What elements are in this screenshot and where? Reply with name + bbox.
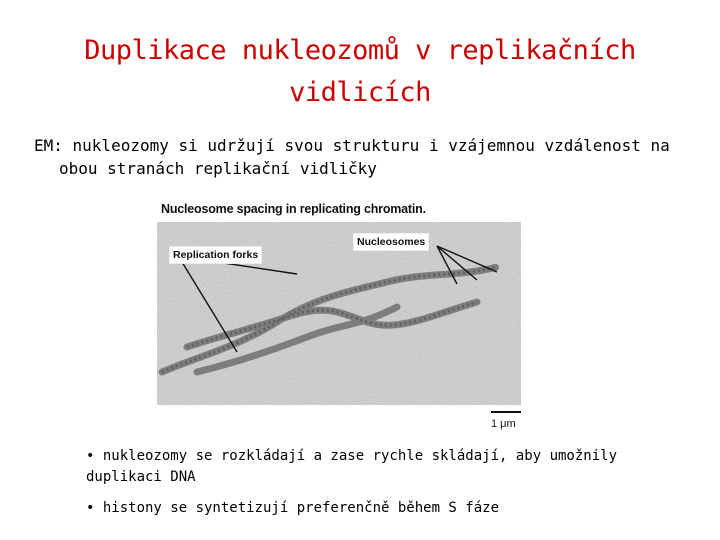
intro-text [34,134,694,180]
electron-micrograph [157,222,521,405]
intro-line-1: EM: nukleozomy si udržují svou strukturu i vzájemnou vzdálenost na [34,136,670,155]
nucleosomes-label: Nucleosomes [353,233,429,251]
scale-bar [491,411,521,413]
micrograph-figure [155,198,525,438]
scale-label: 1 μm [491,418,516,430]
replication-forks-label: Replication forks [169,246,262,264]
bullet-item: • histony se syntetizují preferenčně během S fáze [86,500,500,516]
figure-title: Nucleosome spacing in replicating chromatin. [161,202,426,216]
bullet-item: • nukleozomy se rozkládají a zase rychle skládají, aby umožnily duplikaci DNA [86,448,618,485]
bullet-list [86,446,666,529]
slide-title: Duplikace nukleozomů v replikačních vidlicích [84,35,636,108]
intro-line-2: obou stranách replikační vidličky [59,159,377,178]
